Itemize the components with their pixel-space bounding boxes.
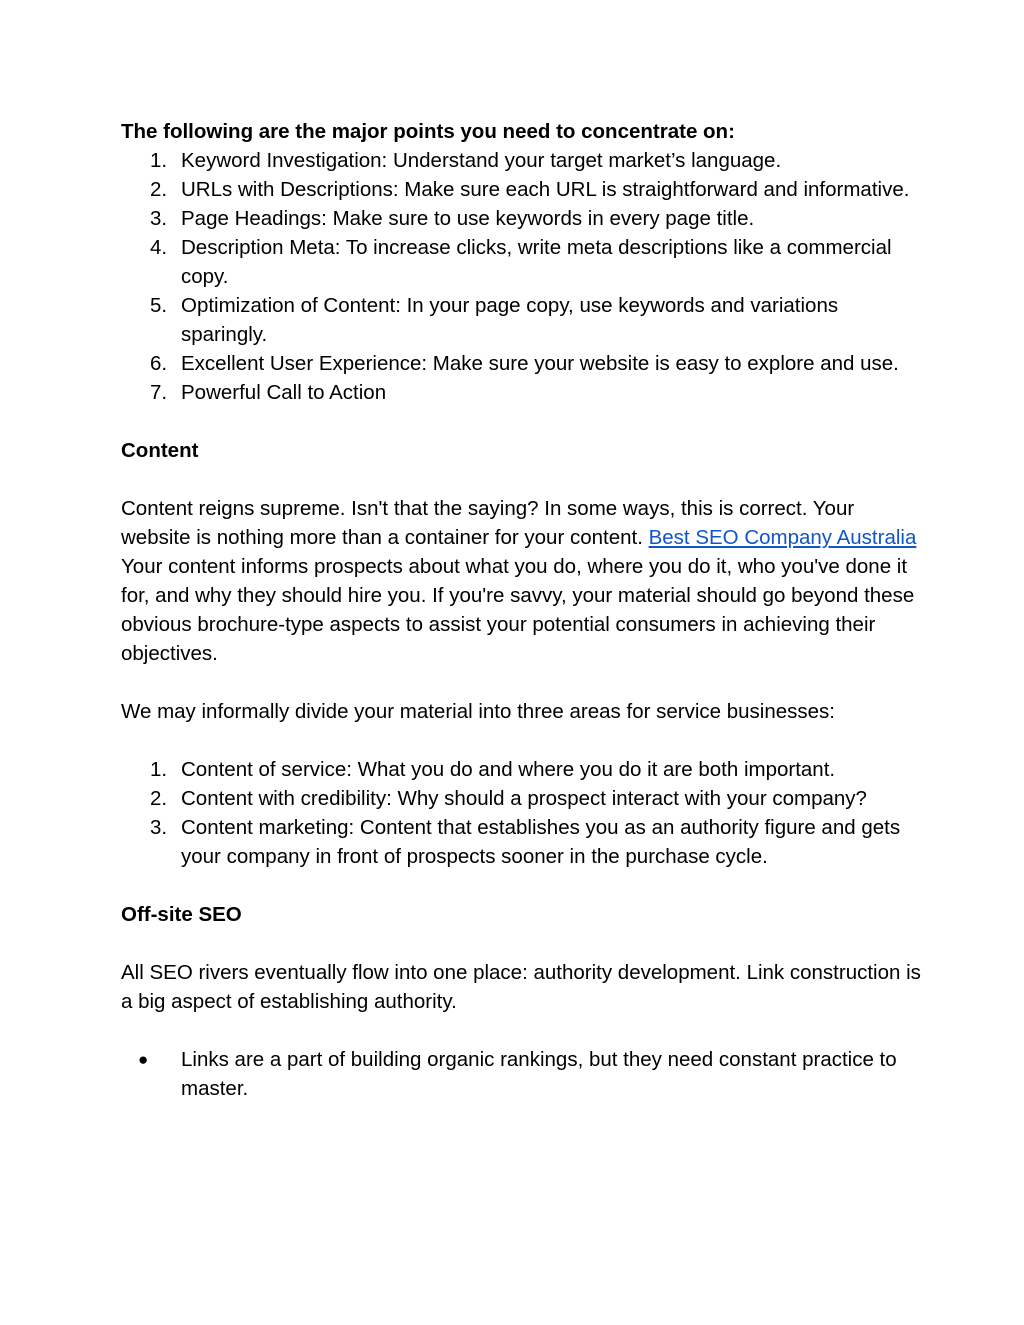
content-paragraph-text-end: Your content informs prospects about what you do, where you do it, who you've done it for, and why they should hire you. If you're savvy, your material should go beyond these obvious brochure-type aspects to assist your potential consumers in achieving their objectives. xyxy=(121,555,915,665)
bullet-icon: ● xyxy=(138,1050,149,1069)
list-number: 2. xyxy=(150,178,168,201)
content-paragraph-text-start: Content reigns supreme. Isn't that the saying? In some ways, this is correct. Your website is nothing more than a container for your content. xyxy=(121,497,855,549)
list-item xyxy=(121,175,921,204)
intro-heading: The following are the major points you need to concentrate on: xyxy=(121,120,735,143)
list-item xyxy=(121,1045,921,1103)
list-item xyxy=(121,146,921,175)
list-number: 3. xyxy=(150,207,168,230)
content-heading: Content xyxy=(121,439,199,462)
list-item-text: Page Headings: Make sure to use keywords in every page title. xyxy=(181,207,755,230)
list-number: 3. xyxy=(150,816,168,839)
list-item xyxy=(121,784,921,813)
list-item xyxy=(121,813,921,871)
list-item xyxy=(121,349,921,378)
content-paragraph xyxy=(121,494,921,668)
list-item-text: Content with credibility: Why should a prospect interact with your company? xyxy=(181,787,867,810)
list-number: 6. xyxy=(150,352,168,375)
list-item xyxy=(121,204,921,233)
list-number: 1. xyxy=(150,758,168,781)
list-number: 7. xyxy=(150,381,168,404)
best-seo-company-link[interactable]: Best SEO Company Australia xyxy=(648,526,917,549)
list-item xyxy=(121,233,921,291)
service-areas-paragraph: We may informally divide your material into three areas for service businesses: xyxy=(121,700,835,723)
list-item-text: Description Meta: To increase clicks, write meta descriptions like a commercial copy. xyxy=(181,236,892,288)
list-item xyxy=(121,378,921,407)
list-number: 4. xyxy=(150,236,168,259)
list-item-text: Content marketing: Content that establishes you as an authority figure and gets your company in front of prospects sooner in the purchase cycle. xyxy=(181,816,901,868)
document-page xyxy=(121,0,921,1103)
offsite-heading: Off-site SEO xyxy=(121,903,242,926)
intro-list xyxy=(121,146,921,407)
list-item-text: Powerful Call to Action xyxy=(181,381,387,404)
offsite-bullet-list xyxy=(121,1045,921,1103)
list-number: 5. xyxy=(150,294,168,317)
list-item-text: Content of service: What you do and where you do it are both important. xyxy=(181,758,836,781)
list-item-text: Excellent User Experience: Make sure your website is easy to explore and use. xyxy=(181,352,899,375)
list-item-text: Links are a part of building organic rankings, but they need constant practice to master. xyxy=(181,1048,897,1100)
list-item-text: Keyword Investigation: Understand your target market’s language. xyxy=(181,149,782,172)
list-item xyxy=(121,755,921,784)
list-item xyxy=(121,291,921,349)
list-number: 1. xyxy=(150,149,168,172)
content-list xyxy=(121,755,921,871)
offsite-paragraph: All SEO rivers eventually flow into one place: authority development. Link construction is a big aspect of establishing authority. xyxy=(121,961,921,1013)
list-number: 2. xyxy=(150,787,168,810)
list-item-text: URLs with Descriptions: Make sure each URL is straightforward and informative. xyxy=(181,178,910,201)
list-item-text: Optimization of Content: In your page copy, use keywords and variations sparingly. xyxy=(181,294,839,346)
